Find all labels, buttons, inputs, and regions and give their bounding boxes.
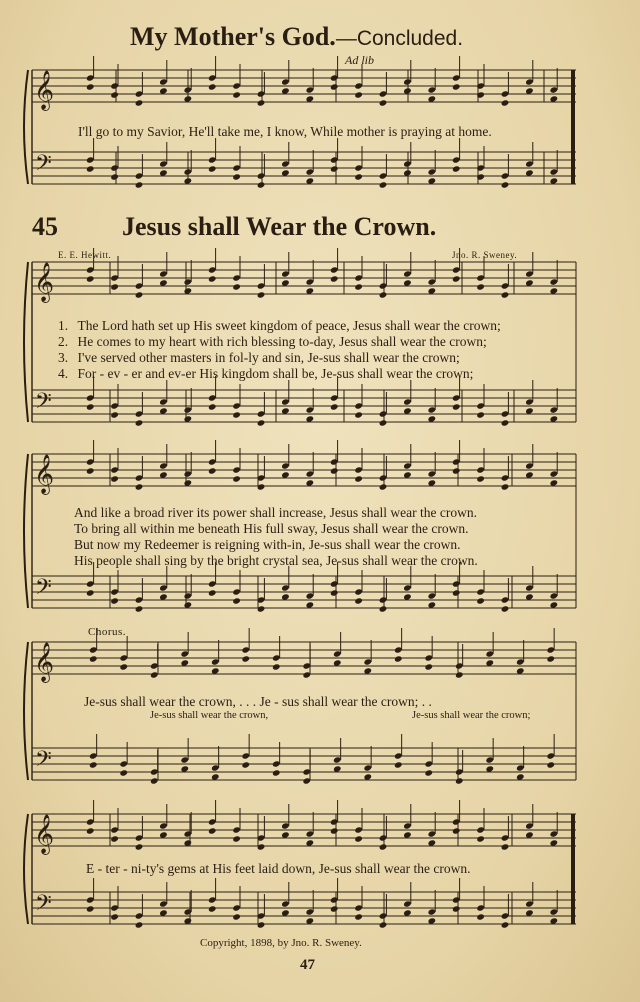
note-head [110, 475, 119, 482]
note-head [241, 655, 250, 662]
note-head [330, 165, 339, 172]
note-head [379, 291, 388, 298]
clef-glyph: 𝄢 [35, 575, 52, 605]
note-head [501, 419, 510, 426]
verse-number: 3. [58, 350, 69, 365]
note-head [135, 843, 144, 850]
note-head [110, 835, 119, 842]
hymn-number: 45 [32, 212, 58, 241]
verse-number: 2. [58, 334, 69, 349]
note-head [257, 291, 266, 298]
note-head [330, 589, 339, 596]
note-head [354, 475, 363, 482]
note-head [354, 283, 363, 290]
verse-number: 4. [58, 366, 69, 381]
verse-line: But now my Redeemer is reigning with-in, Je-sus shall wear the crown. [74, 537, 461, 552]
note-head [476, 411, 485, 418]
note-head [394, 655, 403, 662]
note-head [110, 173, 119, 180]
note-head [150, 777, 159, 784]
note-head [476, 835, 485, 842]
verse-line: His people shall sing by the bright crystal sea, Je-sus shall wear the crown. [74, 553, 478, 568]
note-head [476, 597, 485, 604]
note-head [354, 411, 363, 418]
note-head [501, 921, 510, 928]
verse-text: I've served other masters in fol-ly and sin, Je-sus shall wear the crown; [77, 350, 460, 365]
note-head [232, 173, 241, 180]
clef-glyph: 𝄢 [35, 891, 52, 921]
note-head [452, 403, 461, 410]
note-head [89, 761, 98, 768]
note-head [110, 913, 119, 920]
note-head [379, 181, 388, 188]
verse-text: For - ev - er and ev-er His kingdom shall be, Je-sus shall wear the crown; [77, 366, 474, 381]
chorus-label: Chorus. [88, 626, 127, 638]
note-head [476, 913, 485, 920]
note-head [208, 83, 217, 90]
note-head [232, 597, 241, 604]
music-credit: Jno. R. Sweney. [452, 250, 518, 260]
note-head [476, 283, 485, 290]
note-head [135, 99, 144, 106]
note-head [330, 905, 339, 912]
note-head [135, 605, 144, 612]
note-head [208, 905, 217, 912]
brace [24, 454, 28, 608]
note-head [330, 275, 339, 282]
note-head [501, 181, 510, 188]
note-head [379, 419, 388, 426]
note-head [330, 827, 339, 834]
note-head [86, 403, 95, 410]
note-head [452, 275, 461, 282]
note-head [501, 483, 510, 490]
note-head [546, 761, 555, 768]
words-credit: E. E. Hewitt. [58, 250, 112, 260]
note-head [455, 777, 464, 784]
chorus-bass-lyric: Je-sus shall wear the crown; [412, 710, 531, 721]
note-head [455, 671, 464, 678]
note-head [501, 99, 510, 106]
note-head [354, 597, 363, 604]
hymn1-lyric: I'll go to my Savior, He'll take me, I know, While mother is praying at home. [78, 124, 492, 139]
note-head [354, 173, 363, 180]
verse-line [58, 318, 501, 334]
note-head [89, 655, 98, 662]
note-head [424, 769, 433, 776]
final-barline [571, 814, 575, 924]
note-head [257, 181, 266, 188]
note-head [330, 83, 339, 90]
note-head [452, 905, 461, 912]
note-head [232, 411, 241, 418]
note-head [110, 283, 119, 290]
note-head [86, 827, 95, 834]
note-head [476, 475, 485, 482]
note-head [110, 597, 119, 604]
note-head [452, 589, 461, 596]
chorus-lyric: Je-sus shall wear the crown, . . . Je - sus shall wear the crown; . . [84, 694, 432, 709]
verse-text: He comes to my heart with rich blessing to-day, Jesus shall wear the crown; [77, 334, 487, 349]
note-head [257, 419, 266, 426]
clef-glyph: 𝄞 [34, 262, 55, 302]
note-head [452, 467, 461, 474]
clef-glyph: 𝄞 [34, 642, 55, 682]
hymn1-title-text: My Mother's God. [130, 22, 336, 51]
note-head [208, 165, 217, 172]
note-head [452, 83, 461, 90]
verse-line [58, 366, 473, 382]
note-head [272, 769, 281, 776]
note-head [86, 275, 95, 282]
note-head [232, 475, 241, 482]
note-head [379, 843, 388, 850]
chorus-bass-lyric: Je-sus shall wear the crown, [150, 710, 269, 721]
note-head [452, 827, 461, 834]
note-head [150, 671, 159, 678]
brace [24, 262, 28, 422]
note-head [501, 291, 510, 298]
hymn1-concluded: —Concluded. [335, 27, 464, 50]
note-head [119, 769, 128, 776]
note-head [501, 605, 510, 612]
clef-glyph: 𝄞 [34, 454, 55, 494]
note-head [135, 921, 144, 928]
note-head [86, 589, 95, 596]
note-head [135, 181, 144, 188]
verse-line: To bring all within me beneath His full sway, Jesus shall wear the crown. [74, 521, 469, 536]
note-head [119, 663, 128, 670]
note-head [379, 605, 388, 612]
chorus-lyric: E - ter - ni-ty's gems at His feet laid down, Je-sus shall wear the crown. [86, 861, 471, 876]
note-head [135, 419, 144, 426]
note-head [330, 403, 339, 410]
note-head [86, 83, 95, 90]
ad-lib-marking: Ad lib [345, 53, 374, 67]
note-head [86, 467, 95, 474]
hymn2-title: Jesus shall Wear the Crown. [122, 212, 437, 241]
brace [24, 814, 28, 924]
note-head [501, 843, 510, 850]
note-head [424, 663, 433, 670]
note-head [232, 913, 241, 920]
note-head [110, 91, 119, 98]
note-head [257, 99, 266, 106]
brace [24, 642, 28, 780]
note-head [354, 835, 363, 842]
note-head [452, 165, 461, 172]
clef-glyph: 𝄢 [35, 151, 52, 181]
note-head [241, 761, 250, 768]
note-head [208, 827, 217, 834]
note-head [135, 483, 144, 490]
note-head [208, 275, 217, 282]
note-head [394, 761, 403, 768]
clef-glyph: 𝄢 [35, 747, 52, 777]
note-head [135, 291, 144, 298]
note-head [379, 483, 388, 490]
verse-number: 1. [58, 318, 69, 333]
note-head [208, 589, 217, 596]
note-head [354, 91, 363, 98]
page-number: 47 [300, 957, 315, 973]
note-head [330, 467, 339, 474]
note-head [354, 913, 363, 920]
verse-line [58, 334, 487, 350]
note-head [546, 655, 555, 662]
brace [24, 70, 28, 184]
note-head [379, 921, 388, 928]
clef-glyph: 𝄞 [34, 70, 55, 110]
note-head [232, 91, 241, 98]
note-head [208, 403, 217, 410]
note-head [379, 99, 388, 106]
verse-line: And like a broad river its power shall increase, Jesus shall wear the crown. [74, 505, 477, 520]
verse-text: The Lord hath set up His sweet kingdom of peace, Jesus shall wear the crown; [77, 318, 501, 333]
note-head [208, 467, 217, 474]
note-head [232, 835, 241, 842]
note-head [110, 411, 119, 418]
note-head [232, 283, 241, 290]
final-barline [571, 70, 575, 184]
verse-line [58, 350, 460, 366]
note-head [86, 165, 95, 172]
note-head [86, 905, 95, 912]
copyright-notice: Copyright, 1898, by Jno. R. Sweney. [200, 937, 362, 949]
note-head [272, 663, 281, 670]
clef-glyph: 𝄢 [35, 389, 52, 419]
clef-glyph: 𝄞 [34, 814, 55, 854]
